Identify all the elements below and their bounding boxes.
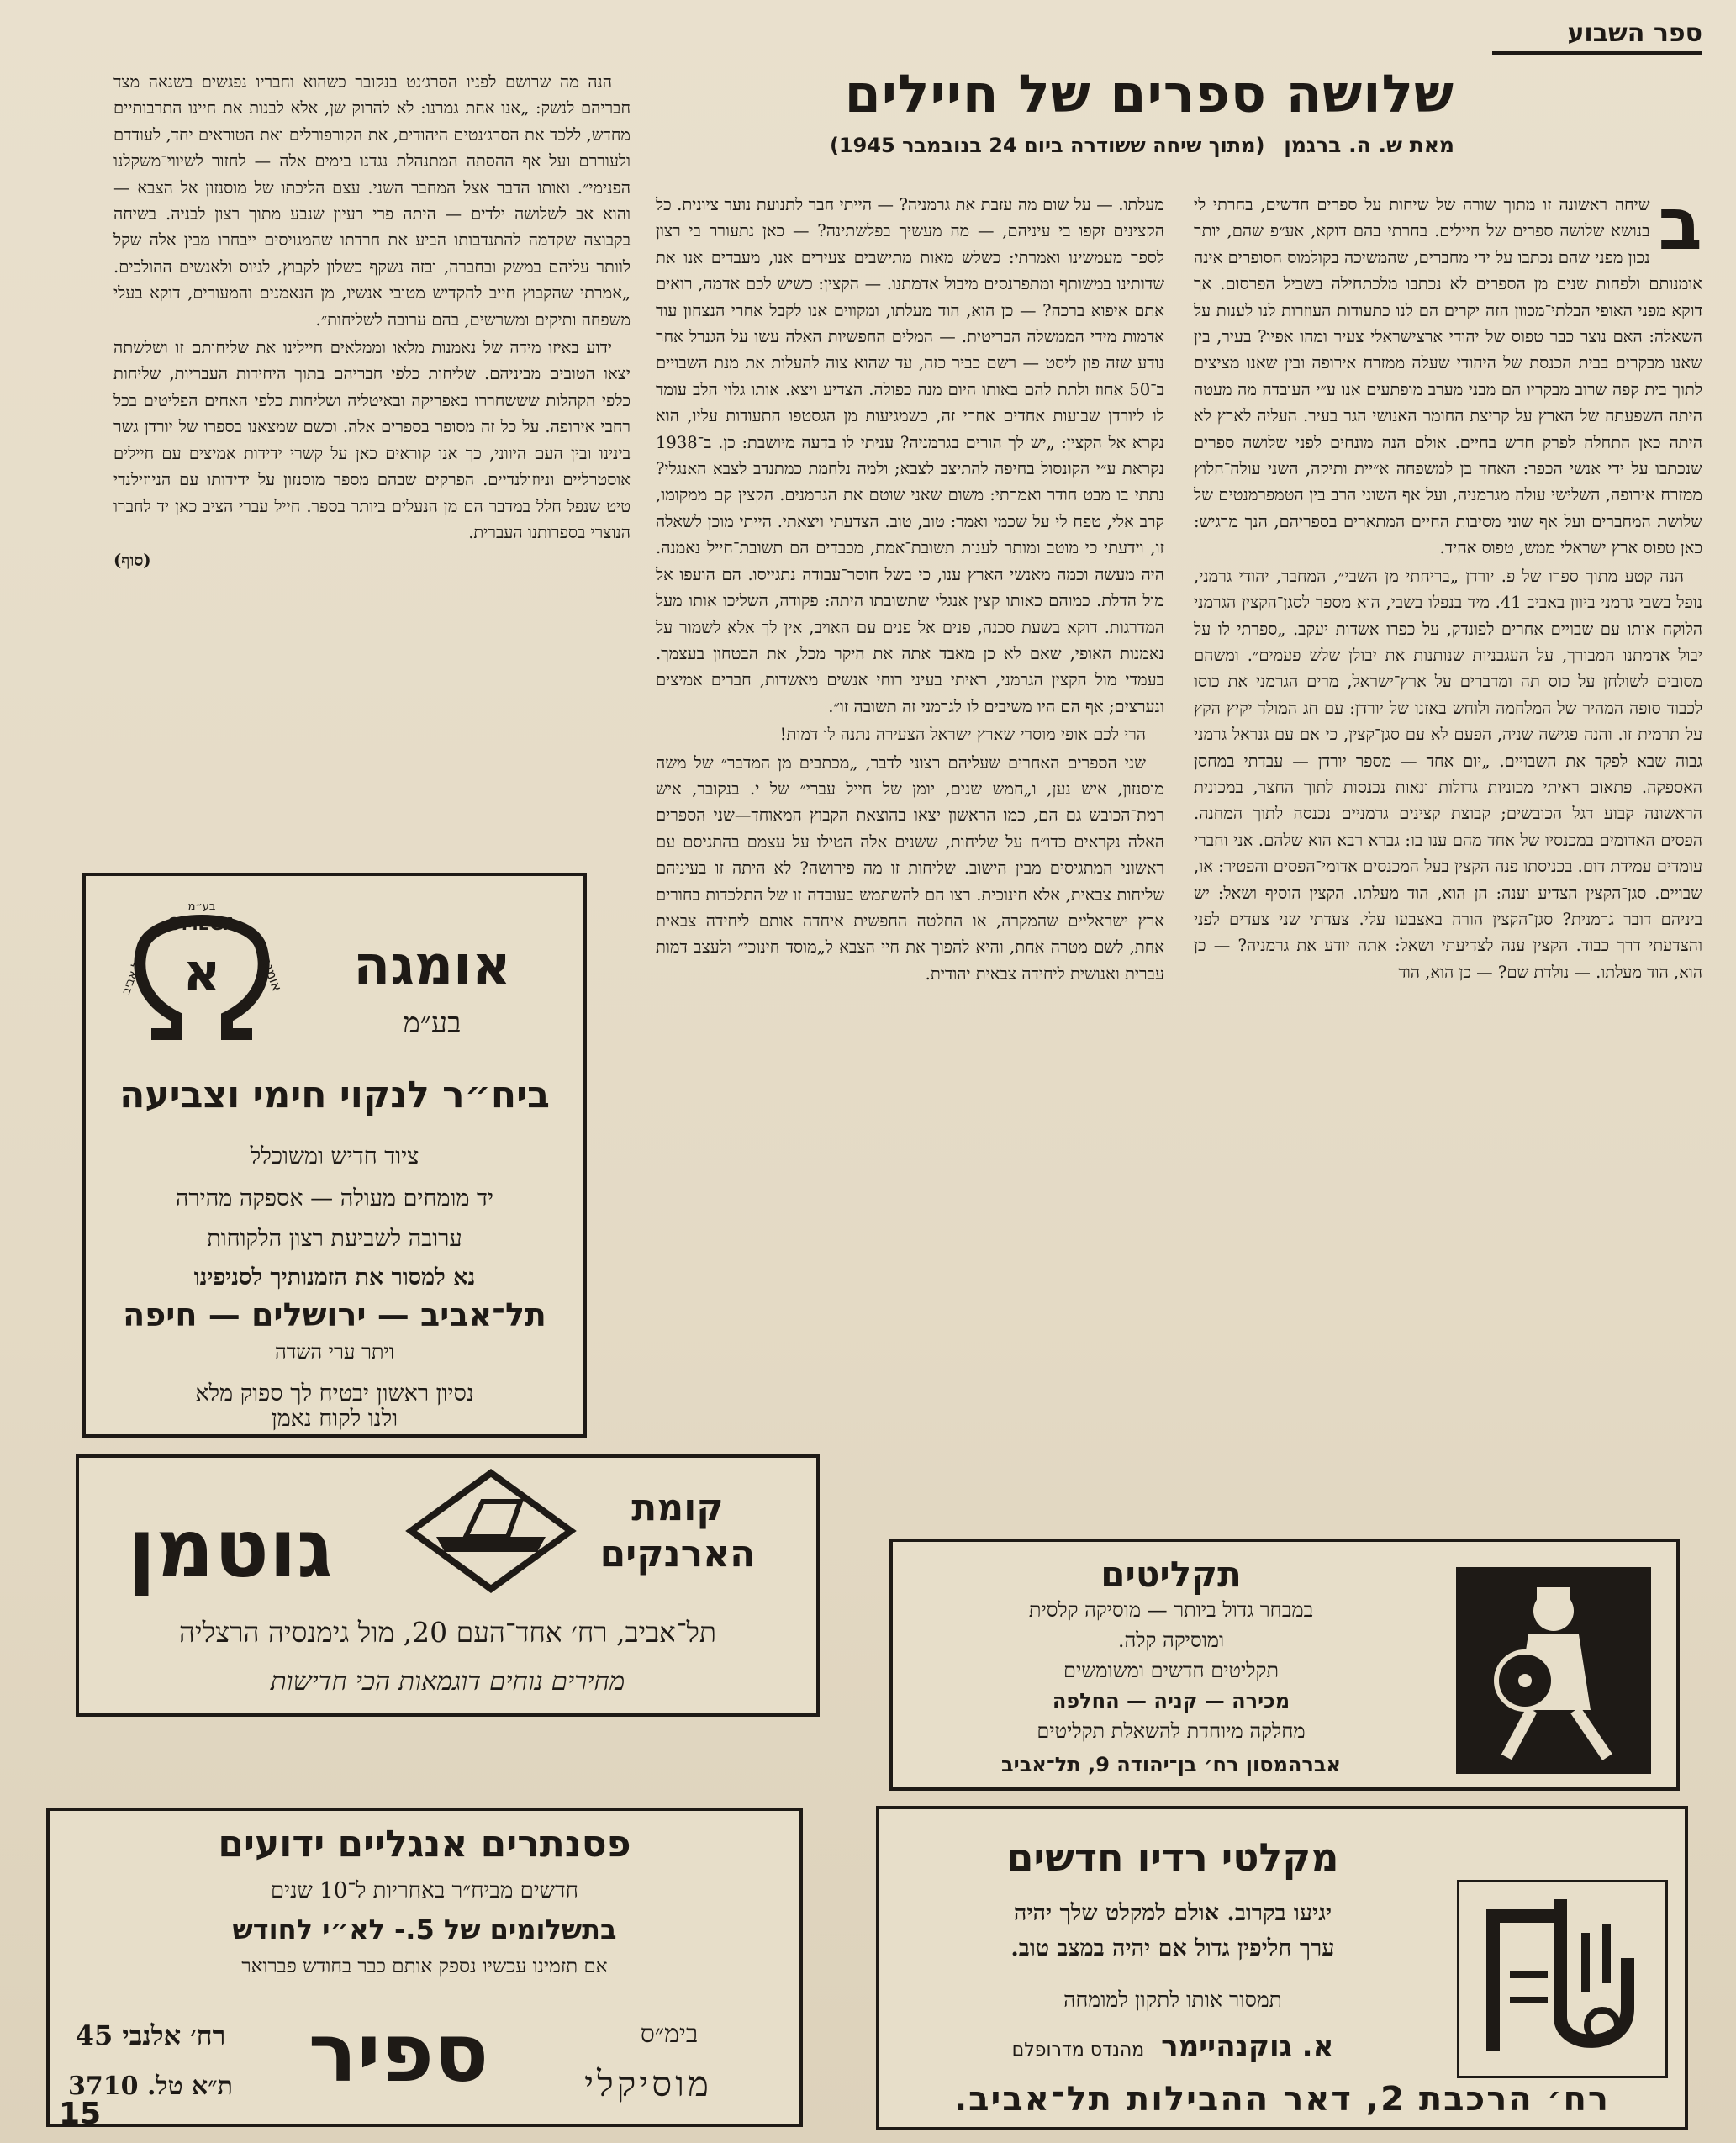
omega-headline: ביח״ר לנקוי חימי וצביעה <box>119 1074 550 1116</box>
pianos-title: פסנתרים אנגליים ידועים <box>218 1823 631 1866</box>
records-text <box>910 1554 1433 1780</box>
pianos-phone: ת״א טל. 3710 <box>68 2072 233 2101</box>
pianos-brand: ספיר <box>308 2006 489 2100</box>
article-source: (מתוך שיחה ששודרה ביום 24 בנובמבר 1945) <box>829 134 1265 157</box>
records-line: מחלקה מיוחדת להשאלת תקליטים <box>1037 1719 1306 1743</box>
radio-line: יגיעו בקרוב. אולם למקלט שלך יהיה <box>1013 1900 1332 1926</box>
radio-title: מקלטי רדיו חדשים <box>1006 1834 1339 1880</box>
omega-logo-hebrew: אומגה <box>257 953 286 994</box>
article-column-2 <box>656 192 1164 1436</box>
omega-line: ולנו לקוח נאמן <box>271 1406 398 1432</box>
radio-address: רח׳ הרכבת 2, דאר ההבילות תל־אביב. <box>953 2080 1611 2119</box>
pianos-ltd: בימ״ס <box>640 2019 699 2049</box>
pianos-line: חדשים מביח״ר באחריות ל־10 שנים <box>271 1878 578 1903</box>
records-line: מכירה — קניה — החלפה <box>1052 1689 1290 1713</box>
ad-radio <box>876 1806 1688 2130</box>
omega-logo-letter: א <box>182 942 221 1003</box>
paragraph: הנה קטע מתוך ספרו של פ. יורדן „בריחתי מן השבי״, המחבר, יהודי גרמני, נופל בשבי גרמני ביוון באביב 41. מיד בנפלו בשבי, הוא מספר לסגן־הקצין הגרמני הלוקח אותו עם שבויים אחרים לפונדק, על כפרו אשדות יעקב. „ספרתי לו על יבול אדמתנו המבורך, על העגבניות שנותנות את יבולן שלש פעמים״. ומשהם מסובים לשולחן על כוס תה ומדברים על ארץ־ישראל, מרים הגרמני את כוסו לכבוד סופה המהיר של המלחמה ולוחש באזנו של יורדן: עם חג המולד יקיץ הקץ על תרמית זו. והנה פגישה שניה, הפעם לא עם סגן־קצין, כי אם עם גנראל גרמני גבוה שבא לפקד את השבויים. „יום אחד — מספר יורדן — עבדתי במחסן האספקה. פתאום ראיתי מכוניות גדולות ונאות נכנסות לתוך החצר, במכונית הראשונה קבוע דגל הכובשים; קבוצת קצינים גרמניים נכנסה לתוך המחנה. הפסים האדומים במכנסיו של אחד מהם ענו בו: גברא רבא הוא שלהם. אני וחברי עומדים עמידת דום. בכניסתו פנה הקצין בעל המכנסים אדומי־הפסים והפטיר: או, שבויים. סגן־הקצין הצדיע וענה: הן הוא, הוד מעלתו. הקצין הוסיף ושאל: יש ביניהם דובר גרמנית? סגן־הקצין הורה באצבעו עלי. צעדתי שני צעדים לפני והצדעתי דרך כבוד. הקצין ענה לצדיעתי ושאל: אתה יודע את גרמניה? — כן הוא, הוד מעלתו. — נולדת שם? — כן הוא, הוד <box>1194 566 1702 982</box>
radio-name: א. גוקנהיימר מהנדס מדרופלם <box>1011 2030 1334 2063</box>
records-line: במבחר גדול ביותר — מוסיקה קלסית <box>1028 1598 1314 1622</box>
ad-gutman <box>76 1454 820 1717</box>
pianos-line: אם תזמינו עכשיו נספק אותם כבר בחודש פברואר <box>241 1956 608 1977</box>
gutman-brand: גוטמן <box>128 1502 333 1596</box>
omega-logo-latin: OMEGA <box>166 914 237 934</box>
ad-pianos <box>46 1808 803 2127</box>
article-column-3 <box>113 69 631 859</box>
page-number: 15 <box>59 2097 102 2131</box>
ad-omega <box>82 873 587 1438</box>
omega-line: ציוד חדיש ומשוכלל <box>250 1143 419 1169</box>
omega-brand: אומגה <box>353 935 511 997</box>
pianos-line: בתשלומים של 5.- לא״י לחודש <box>232 1913 617 1945</box>
omega-line: נסיון ראשון יבטיח לך ספוק מלא <box>195 1380 474 1407</box>
pianos-address: רח׳ אלנבי 45 <box>75 2019 226 2051</box>
radio-line: ערך חליפין גדול אם יהיה במצב טוב. <box>1010 1935 1335 1961</box>
radio-line: תמסור אותו לתקון למומחה <box>1063 1987 1282 2012</box>
article-title: שלושה ספרים של חיילים <box>844 63 1454 124</box>
records-shop: אברהמסון רח׳ בן־יהודה 9, תל־אביב <box>1001 1753 1341 1776</box>
gutman-subtitle: קומת הארנקים <box>599 1486 756 1576</box>
section-header: ספר השבוע <box>1492 18 1702 55</box>
article-author: מאת ש. ה. ברגמן <box>1284 133 1454 157</box>
gutman-tagline: מחירים נוחים דוגמאות הכי חדישות <box>270 1666 625 1697</box>
record-player-icon <box>1456 1567 1651 1774</box>
article-byline <box>530 133 1454 157</box>
omega-line: נא למסור את הזמנותיך לסניפינו <box>193 1264 476 1291</box>
omega-line: ערובה לשביעת רצון הלקוחות <box>207 1226 462 1252</box>
omega-logo-city: תל אביב <box>119 952 147 996</box>
paragraph: שני הספרים האחרים שעליהם רצוני לדבר, „מכתבים מן המדבר״ של משה מוסנזון, איש נען, ו„חמש שנים, יומן של חייל עברי״ של י. בנקובר, איש רמת־הכובש גם הם, כמו הראשון יצאו בהוצאת הקבוץ המאוחד—שני הספרים האלה נקראים כדו״ח על שליחות, ששנים אלה הטילו על עצמם בהתגיסם עם ראשוני המתגיסים מבין הישוב. שליחות זו מה פירושה? לא היתה זו בעיניהם שליחות צבאית, אלא חינוכית. רצו הם להשתמש בעובדה זו של התלכדות בחורים ארץ ישראליים שהמקרה, או החלטה החפשית איחדה אותם ליחידה צבאית אחת, לשם מטרה אחת, והיא להפוך את חיי הצבא ל„מוסד חינוכי״ ולעצב דמות עברית ואנושית ליחידה צבאית יהודית. <box>656 752 1164 984</box>
paragraph: מעלתו. — על שום מה עזבת את גרמניה? — הייתי חבר לתנועת נוער ציונית. כל הקצינים זקפו בי עיניהם, — מה מעשיך בפלשתינה? — כאן נתעורר בי רצון לספר מעמשינו ואמרתי: כשלש מאות מתישבים צעירים אנו, מעבדים אנו את שדותינו במשותף ומתפרנסים מיבול אדמתנו. — הקצין: כשיש לכם אדמה, רואים אתם איפוא ברכה? — כן הוא, הוד מעלתו, ומקווים אנו לקבל אחרי הנצחון עוד אדמות מידי הממשלה הבריטית. — המלים החפשיות האלה עשו על הגנרל אחר נודע שזה פון ליסט — רשם כביר כזה, עד שהוא צוה להעלות את מנת השבויים ב־50 אחוז ולתת להם באותו היום מנה כפולה. הצדיע ויצא. אותו גלוי הלב עומד לו ליורדן שבועות אחדים אחרי זה, כשמגיעות מן הגסטפו התעודות עליו, הוא נקרא אל הקצין: „יש לך הורים בגרמניה? עניתי לו בדעה מיושבת: כן. ב־1938 נקראת ע״י הקונסול בחיפה להתיצב לצבא; ולמה נלחמת כמתנדב לצבא האנגלי? נתתי בו מבט חודר ואמרתי: משום שאני שוטם את הגרמנים. הקצין קם ממקומו, קרב אלי, טפח לי על שכמי ואמר: טוב, טוב. הצדעתי ויצאתי. הייתי מוכן לשאלה זו, וידעתי כי מוטב ומותר לענות תשובת־אמת, מכבדים הם תשובת־חייל נאמנה. היה מעשה וכמה מאנשי הארץ ענו, כי בשל חוסר־עבודה נתגייסו. הם הועפו אל מול הדלת. כמוהם כאותו קצין אנגלי שתשובתו היתה: פקודה, השליכו אותו מעל המדרגות. דוקא בשעת סכנה, פנים אל פנים עם האויב, אין לך אלא לשמור על נאמנות האופי, שאם לא כן מאבד אתה את היקר מכל, את הבטחון בעצמך. בעמדי מול הקצין הגרמני, ראיתי בעיני רוחי אנשים מאשדות, חברים אמיצים ונערצים; אף הם היו משיבים לו לגרמני זה תשובה זו״. <box>656 195 1164 716</box>
paragraph: הרי לכם אופי מוסרי שארץ ישראל הצעירה נתנה לו דמות! <box>779 725 1146 745</box>
records-line: תקליטים חדשים ומשומשים <box>1063 1659 1280 1682</box>
pianos-music: מוסיקלי <box>584 2063 712 2104</box>
article-column-1 <box>1194 192 1702 1537</box>
paragraph: ב שיחה ראשונה זו מתוך שורה של שיחות על ספרים חדשים, בחרתי לי בנושא שלושה ספרים של חיילים. בחרתי בהם דוקא, אע״פ שהם, יותר נכון מפני שהם נכתבו על ידי מחברים, שהמשיכה בקולמוס הסופרים אינה אומנותם ולפחות שנים מן הספרים לא נכתבו מלכתחילה בשביל הפרסום. אך דוקא מפני האופי הבלתי־מכוון הזה יקרים הם לנו כתעודות העוזרות לנו לענות על השאלה: האם נוצר כבר טפוס של יהודי ארצישראלי צעיר ומהו אפיו? בעיר, בין שאנו מבקרים בבית הכנסת של היהודי שעלה ממזרח אירופה ובין שאנו מציצים לתוך בית קפה שרוב מבקריו הם מבני מערב מופתעים אנו ע״י העובדה מה מעטה היתה השפעתה של הארץ על קריצת החומר האנושי הגר בעיר. העליה לארץ לא היתה כאן התחלה לפרק חדש בחיים. אולם הנה מונחים לפני שלושה ספרים שנכתבו על ידי אנשי הכפר: האחד בן למשפחה א״יית ותיקה, השני עולה־חלוץ ממזרח אירופה, השלישי עולה מגרמניה, ועל אף השוני הרב בין הטמפרמנטים של שלושת המחברים ועל אף שוני מסיבות החיים המתארים בספריהם, הנך מרגיש: כאן טפוס ארץ ישראלי ממש, טפוס אחיד. <box>1194 192 1702 558</box>
records-title: תקליטים <box>1100 1554 1242 1595</box>
paragraph: הנה מה שרושם לפניו הסרג׳נט בנקובר כשהוא וחבריו נפגשים בשנאה מצד חבריהם לנשק: „אנו אחת גמרנו: לא להרוק שן, אלא לבנות את חיינו התרבותיים מחדש, ללכד את הסרג׳נטים היהודים, את הקורפורלים ואת הטוראים יחד, לעודדם ולעוררם ועל אף ההסתה המתנהלת נגדנו בימים אלה — לחזור לשיווי־משקלנו הפנימי״. ואותו הדבר אצל המחבר השני. עצם הליכתו של מוסנזון אל הצבא — והוא אב לשלושה ילדים — היתה פרי רעיון שנבע מתוך רצון לבניה. בשיחה בקבוצה שקדמה להתנדבותו הביע את חרדתו שהמגויסים ייבחרו מבין אלה שקל לוותר עליהם במשק ובחברה, ובזה נשקף כשלון לקבוץ, לגיוס ולאנשים ההולכים. „אמרתי שהקבוץ חייב להקדיש מטובי אנשיו, מן הנאמנים והמעורים, דוקא בעלי משפחה ותיקים ומשרשים, בהם ערובה לשליחות״. <box>113 72 631 330</box>
gutman-address: תל־אביב, רח׳ אחד־העם 20, מול גימנסיה הרצליה <box>178 1616 717 1649</box>
omega-ltd: בע״מ <box>403 1006 462 1040</box>
end-mark: (סוף) <box>113 551 151 571</box>
records-line: ומוסיקה קלה. <box>1117 1628 1225 1652</box>
omega-logo-ltd: בע״מ <box>187 900 216 913</box>
omega-line: יד מומחים מעולה — אספקה מהירה <box>175 1185 494 1211</box>
omega-logo-icon <box>118 891 286 1051</box>
omega-cities: תל־אביב — ירושלים — חיפה <box>123 1296 546 1333</box>
ad-records <box>889 1539 1680 1791</box>
paragraph: ידוע באיזו מידה של נאמנות מלאו וממלאים חיילינו את שליחותם זו ושלשתה יצאו הטובים מביניהם. שליחות כלפי חבריהם בתוך היחידות העבריות, שליחות כלפי הקהלות שששחררו באפריקה ובאיטליה ושליחות כלפי האחים הפליטים בכל רחבי אירופה. על כל זה מסופר בספרים אלה. וכשם שמצאנו בספרו של יורדן גשר בינינו ובין העם היווני, כך אנו קוראים כאן על קשרי ידידות אמיצים עם חיילים אוסטרליים וניוזולנדיים. הפרקים שבהם מספר מוסנזון על ידידותו עם הניוזילנדי טיט שנפל חלל במדבר הם מן הנעלים ביותר בספר. חייל עברי הציב כאן יד לחברו הנוצרי בספרותנו העברית. <box>113 338 631 542</box>
omega-line: ויתר ערי השדה <box>275 1340 394 1364</box>
radio-logo-icon <box>1457 1880 1668 2078</box>
gutman-logo-icon <box>403 1468 579 1594</box>
drop-cap: ב <box>1658 192 1702 267</box>
